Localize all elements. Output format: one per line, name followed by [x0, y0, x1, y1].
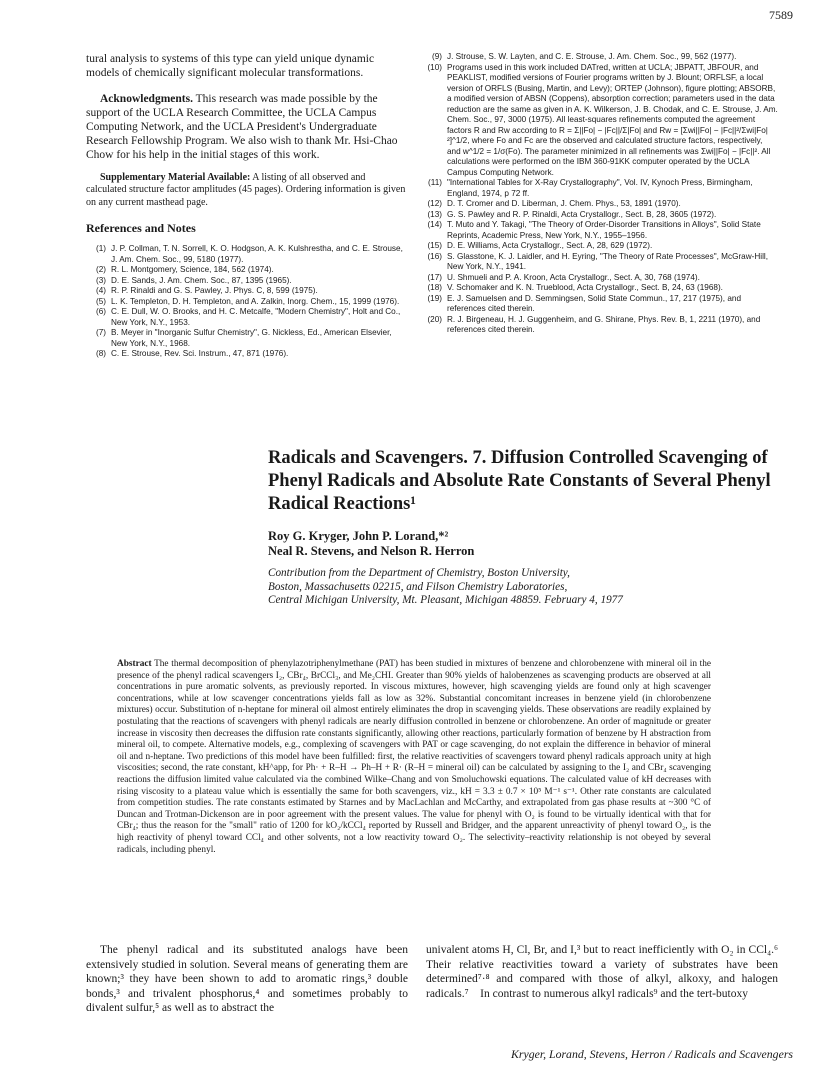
- reference-number: (18): [427, 283, 442, 292]
- reference-item: [422, 210, 778, 221]
- reference-item: [86, 265, 408, 276]
- running-footer: Kryger, Lorand, Stevens, Herron / Radicals and Scavengers: [511, 1047, 793, 1061]
- reference-text: V. Schomaker and K. N. Trueblood, Acta Crystallogr., Sect. B, 24, 63 (1968).: [447, 283, 723, 292]
- reference-number: (15): [427, 241, 442, 250]
- supplementary-label: Supplementary Material Available:: [100, 172, 251, 183]
- article-title: Radicals and Scavengers. 7. Diffusion Controlled Scavenging of Phenyl Radicals and Absolute Rate Constants of Several Phenyl Radical Reactions¹: [268, 448, 771, 514]
- reference-text: D. T. Cromer and D. Liberman, J. Chem. Phys., 53, 1891 (1970).: [447, 199, 681, 208]
- reference-item: [422, 52, 778, 63]
- reference-item: [86, 307, 408, 328]
- page-number: 7589: [769, 8, 793, 22]
- reference-text: D. E. Williams, Acta Crystallogr., Sect. A, 28, 629 (1972).: [447, 241, 653, 250]
- reference-text: S. Glasstone, K. J. Laidler, and H. Eyring, "The Theory of Rate Processes", McGraw-Hill, New York, N.Y., 1941.: [447, 251, 769, 271]
- reference-item: [86, 328, 408, 349]
- abstract-text: The thermal decomposition of phenylazotriphenylmethane (PAT) has been studied in mixtures of benzene and chlorobenzene with mineral oil in the presence of the phenyl radical scavengers I₂, CBr₄, BrCCl₃, and Me₂CHI. Greater than 90% yields of halobenzenes as scavenging products are observed at all concentrations in pure aromatic solvents, as previously reported. In viscous mixtures, however, high scavenging yields are found only at high scavenger concentrations, while at low scavenger concentrations yields fall as low as 32%. Substantial concomitant increases in benzene yield (in chlorobenzene mixtures) occur. Substitution of n-heptane for mineral oil almost entirely eliminates the drop in scavenging yields. These observations are readily explained by postulating that the reactions of scavengers with phenyl radicals are nearly diffusion controlled in benzene or chlorobenzene. An order of magnitude or greater increase in viscosity then decreases the diffusion rate constants significantly, allowing other reactions, particularly formation of benzene by H abstraction from mineral oil, to compete. Alternative models, e.g., complexing of scavengers with PAT or cage scavenging, do not explain the difference in behavior of mineral oil and n-heptane. Two predictions of this model have been fulfilled: first, the relative reactivities of scavengers toward phenyl radicals approach unity at high viscosities; second, the rate constant, kH^app, for Ph· + R–H → Ph–H + R· (R–H = mineral oil) can be calculated by assigning to the I₂ and CBr₄ scavenging reactions the diffusion limited value calculated via the combined Wilke–Chang and von Smoluchowski equations. The calculated value of kH decreases with rising viscosity to a plateau value which is essentially the same for both scavengers, viz., kH = 3.3 ± 0.7 × 10⁵ M⁻¹ s⁻¹. Other rate constants are calculated from competition studies. The rate constants estimated by Starnes and by MacLachlan and McCarthy, and extrapolated from gas phase results at ~300 °C of Duncan and Trotman-Dickenson are in poor agreement with the present values. The value for phenyl with O₂ is found to be virtually identical with that for CBr₄; thus the reason for the "small" ratio of 1200 for kO₂/kCCl₄ reported by Russell and Bridger, and the apparent unreactivity of phenyl toward O₂, is the high reactivity of phenyl toward CCl₄ and other solvents, not a low reactivity toward O₂. The selectivity–reactivity relationship is not obeyed by several radicals, including phenyl.: [117, 659, 711, 855]
- reference-item: [86, 244, 408, 265]
- reference-text: R. J. Birgeneau, H. J. Guggenheim, and G. Shirane, Phys. Rev. B, 1, 2211 (1970), and references cited therein.: [447, 314, 761, 334]
- reference-item: [422, 199, 778, 210]
- reference-number: (16): [427, 251, 442, 261]
- reference-item: [422, 178, 778, 199]
- article-authors: [268, 529, 788, 559]
- reference-number: (17): [427, 272, 442, 282]
- body-text-left: The phenyl radical and its substituted analogs have been extensively studied in solution. Several means of generating them are known;³ they have been shown to add to aromatic rings,³ double bonds,³ and trivalent phosphorus,⁴ and sometimes probably to divalent sulfur,⁵ as well as to abstract the: [86, 944, 408, 1014]
- references-heading: References and Notes: [86, 221, 196, 236]
- reference-text: D. E. Sands, J. Am. Chem. Soc., 87, 1395 (1965).: [111, 275, 292, 285]
- reference-item: [422, 283, 778, 294]
- reference-text: R. L. Montgomery, Science, 184, 562 (1974).: [111, 265, 274, 275]
- reference-number: (6): [95, 307, 106, 317]
- reference-text: "International Tables for X-Ray Crystallography", Vol. IV, Kynoch Press, Birmingham, England, 1974, p 72 ff.: [447, 178, 753, 198]
- reference-number: (7): [95, 328, 106, 338]
- reference-text: U. Shmueli and P. A. Kroon, Acta Crystallogr., Sect. A, 30, 768 (1974).: [447, 272, 700, 282]
- authors-line-2: Neal R. Stevens, and Nelson R. Herron: [268, 544, 475, 558]
- reference-text: L. K. Templeton, D. H. Templeton, and A. Zalkin, Inorg. Chem., 15, 1999 (1976).: [111, 296, 400, 306]
- reference-number: (14): [427, 220, 442, 229]
- reference-text: C. E. Dull, W. O. Brooks, and H. C. Metcalfe, "Modern Chemistry", Holt and Co., New York, N.Y., 1953.: [111, 307, 401, 327]
- reference-number: (2): [95, 265, 106, 275]
- reference-number: (11): [428, 178, 442, 187]
- reference-text: J. P. Collman, T. N. Sorrell, K. O. Hodgson, A. K. Kulshrestha, and C. E. Strouse, J. Am. Chem. Soc., 99, 5180 (1977).: [111, 244, 403, 264]
- supplementary-text: A listing of all observed and calculated structure factor amplitudes (45 pages). Ordering information is given on any current masthead page.: [86, 172, 406, 208]
- reference-text: B. Meyer in "Inorganic Sulfur Chemistry", G. Nickless, Ed., American Elsevier, New York, N.Y., 1968.: [111, 328, 392, 348]
- reference-number: (1): [95, 244, 106, 254]
- reference-text: Programs used in this work included DATred, written at UCLA; JBPATT, JBFOUR, and PEAKLIST, modified versions of Fourier programs written by J. Blount; ORFLSF, a local version of ORFLS (Busing, Martin, and Levy); ORTEP (Johnson), figure plotting; ABSORB, a modified version of ABSN (Coppens), absorption correction; parameters used in the data reduction are the same as given in A. K. Wilkerson, J. B. Chodak, and C. E. Strouse, J. Am. Chem. Soc., 97, 3000 (1975). All least-squares refinements computed the agreement factors R and Rw according to R = Σ||Fo| − |Fc||/Σ|Fo| and Rw = [Σwi||Fo| − |Fc||²/Σwi|Fo|²]^1/2, where Fo and Fc are the observed and calculated structure factors, respectively, and w^1/2 = 1/σ(Fo). The parameter minimized in all refinements was Σwi||Fo| − |Fc||². All calculations were performed on the IBM 360-91KK computer operated by the UCLA Campus Computing Network.: [447, 62, 778, 177]
- article-header: [268, 447, 788, 608]
- reference-number: (12): [427, 199, 442, 208]
- reference-item: [422, 273, 778, 284]
- supplementary-material: [86, 172, 408, 209]
- reference-number: (19): [427, 293, 442, 303]
- reference-number: (20): [427, 314, 442, 324]
- reference-item: [86, 286, 408, 297]
- body-text-right: univalent atoms H, Cl, Br, and I,³ but to react inefficiently with O₂ in CCl₄.⁶ Their relative reactivities toward a variety of substrates have been determined⁷·⁸ and compared with those of alkyl, alkoxy, and halogen radicals.⁷ In contrast to numerous alkyl radicals⁹ and the tert-butoxy: [426, 944, 778, 1000]
- reference-text: T. Muto and Y. Takagi, "The Theory of Order-Disorder Transitions in Alloys", Solid State Reprints, Academic Press, New York, N.Y., 1955–1956.: [447, 220, 761, 240]
- left-column: [86, 52, 408, 360]
- acknowledgments-text: This research was made possible by the support of the UCLA Research Committee, the UCLA Campus Computing Network, and the UCLA President's Undergraduate Research Fellowship Program. We also wish to thank Mr. Hsi-Chao Chow for his help in the initial stages of this work.: [86, 93, 398, 161]
- intro-continuation: tural analysis to systems of this type can yield unique dynamic models of chemically significant molecular transformations.: [86, 53, 375, 79]
- reference-number: (3): [95, 275, 106, 285]
- affiliation-line-2: Boston, Massachusetts 02215, and Filson Chemistry Laboratories,: [268, 580, 568, 593]
- reference-number: (9): [431, 52, 442, 61]
- reference-item: [86, 276, 408, 287]
- acknowledgments-label: Acknowledgments.: [100, 93, 193, 105]
- references-list-left: [86, 244, 408, 360]
- right-column: [422, 52, 778, 336]
- reference-text: J. Strouse, S. W. Layten, and C. E. Strouse, J. Am. Chem. Soc., 99, 562 (1977).: [447, 52, 737, 61]
- reference-text: G. S. Pawley and R. P. Rinaldi, Acta Crystallogr., Sect. B, 28, 3605 (1972).: [447, 209, 717, 219]
- affiliation-line-3: Central Michigan University, Mt. Pleasant, Michigan 48859. February 4, 1977: [268, 594, 623, 607]
- reference-number: (13): [427, 209, 442, 219]
- reference-text: R. P. Rinaldi and G. S. Pawley, J. Phys. C, 8, 599 (1975).: [111, 286, 318, 296]
- reference-number: (10): [427, 62, 442, 72]
- abstract: [117, 659, 711, 856]
- references-list-right: [422, 52, 778, 336]
- reference-number: (4): [95, 286, 106, 296]
- affiliation-line-1: Contribution from the Department of Chemistry, Boston University,: [268, 567, 570, 579]
- reference-item: [86, 349, 408, 360]
- article-affiliation: [268, 567, 788, 608]
- reference-number: (8): [95, 349, 106, 359]
- reference-text: C. E. Strouse, Rev. Sci. Instrum., 47, 871 (1976).: [111, 349, 289, 359]
- reference-item: [422, 241, 778, 252]
- reference-item: [422, 294, 778, 315]
- reference-item: [422, 63, 778, 179]
- reference-item: [422, 315, 778, 336]
- authors-line-1: Roy G. Kryger, John P. Lorand,*²: [268, 529, 449, 543]
- reference-item: [422, 220, 778, 241]
- abstract-label: Abstract: [117, 659, 152, 669]
- acknowledgments: [86, 92, 408, 162]
- reference-number: (5): [95, 296, 106, 306]
- reference-item: [422, 252, 778, 273]
- reference-item: [86, 297, 408, 308]
- reference-text: E. J. Samuelsen and D. Semmingsen, Solid State Commun., 17, 217 (1975), and references cited therein.: [447, 293, 741, 313]
